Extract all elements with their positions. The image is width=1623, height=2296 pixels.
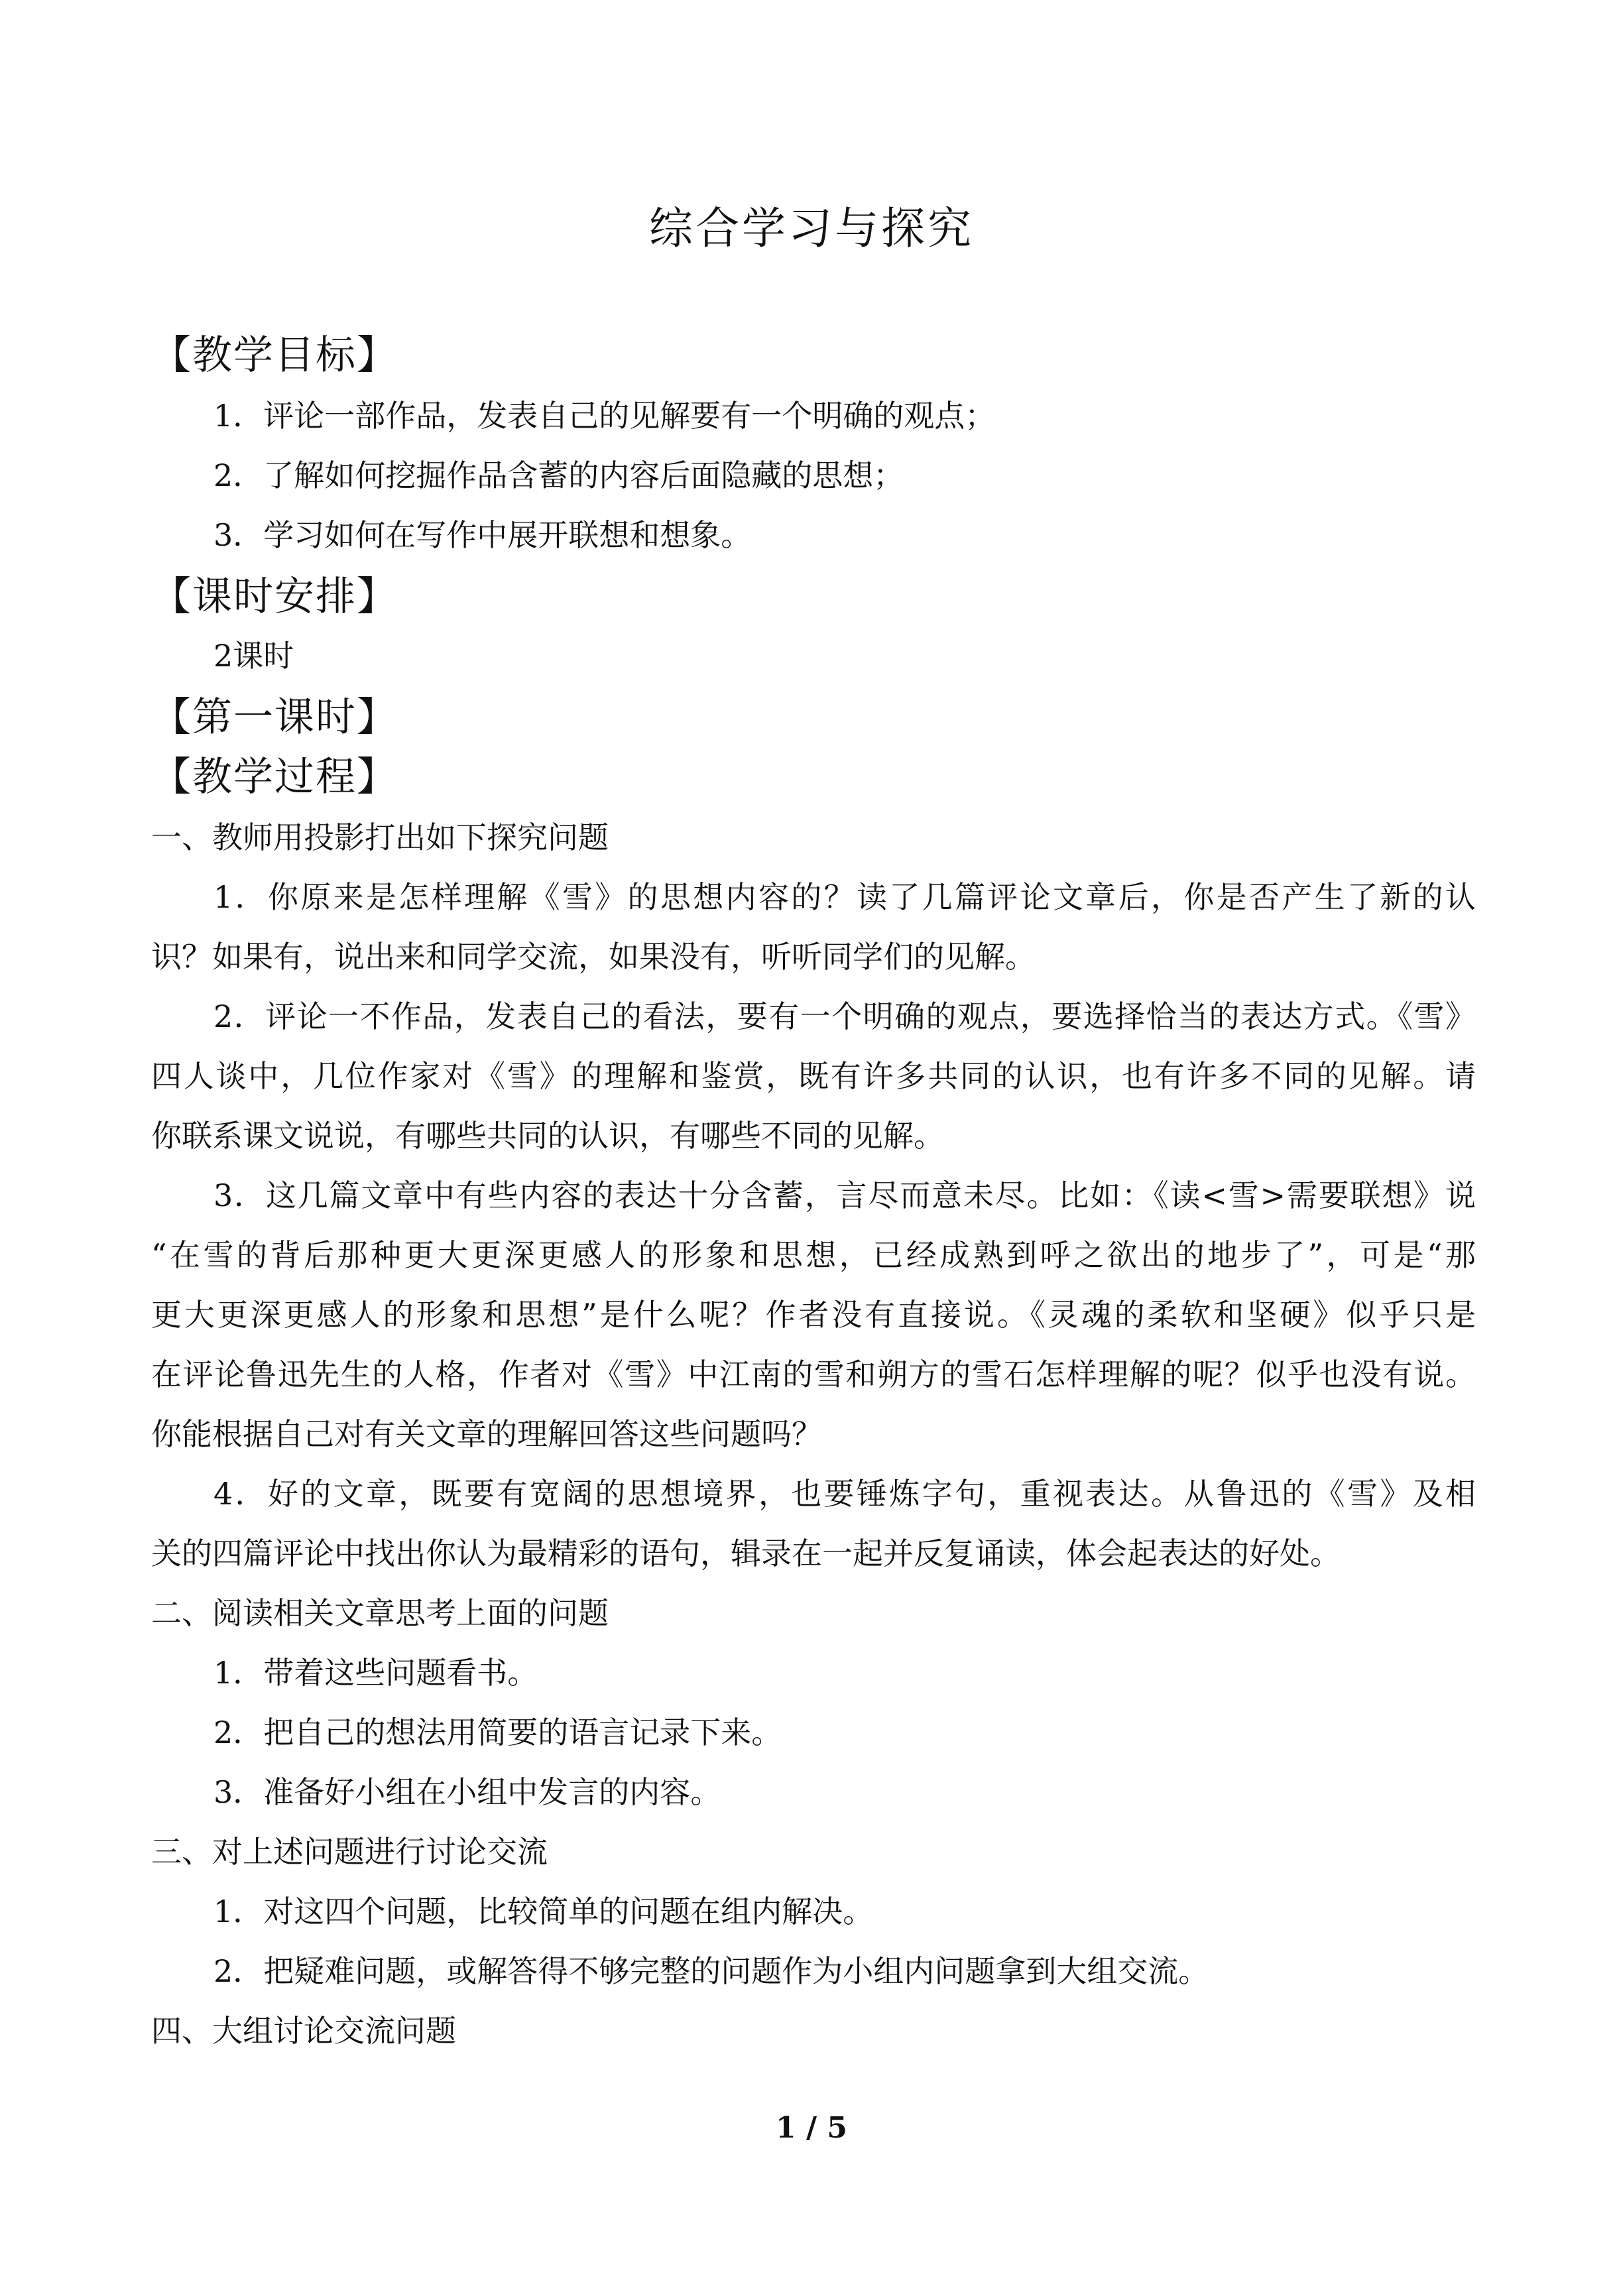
heading-schedule: 【课时安排】: [151, 574, 398, 620]
paragraph-line: 四人谈中，几位作家对《雪》的理解和鉴赏，既有许多共同的认识，也有许多不同的见解。请: [151, 1058, 1476, 1094]
schedule-text: 2课时: [213, 638, 294, 674]
list-item: 1．对这四个问题，比较简单的问题在组内解决。: [213, 1894, 874, 1929]
list-item: 2．把疑难问题，或解答得不够完整的问题作为小组内问题拿到大组交流。: [213, 1953, 1209, 1989]
list-item: 1．带着这些问题看书。: [213, 1655, 538, 1691]
section-title: 一、教师用投影打出如下探究问题: [151, 819, 609, 855]
goal-item: 1．评论一部作品，发表自己的见解要有一个明确的观点；: [213, 398, 996, 434]
section-title: 二、阅读相关文章思考上面的问题: [151, 1595, 609, 1631]
section-title: 三、对上述问题进行讨论交流: [151, 1834, 548, 1870]
paragraph-line: 1．你原来是怎样理解《雪》的思想内容的？读了几篇评论文章后，你是否产生了新的认: [213, 879, 1476, 915]
heading-first-lesson: 【第一课时】: [151, 694, 398, 741]
section-title: 四、大组讨论交流问题: [151, 2013, 456, 2049]
heading-teaching-goals: 【教学目标】: [151, 332, 398, 379]
goal-item: 3．学习如何在写作中展开联想和想象。: [213, 517, 752, 553]
paragraph-line: 3．这几篇文章中有些内容的表达十分含蓄，言尽而意未尽。比如：《读<雪>需要联想》说: [213, 1178, 1476, 1213]
goal-item: 2．了解如何挖掘作品含蓄的内容后面隐藏的思想；: [213, 457, 904, 493]
paragraph-line: 2．评论一不作品，发表自己的看法，要有一个明确的观点，要选择恰当的表达方式。《雪》: [213, 998, 1476, 1034]
paragraph-line: “在雪的背后那种更大更深更感人的形象和思想，已经成熟到呼之欲出的地步了”，可是“那: [151, 1237, 1476, 1273]
heading-teaching-process: 【教学过程】: [151, 754, 398, 800]
page-number: 1 / 5: [776, 2111, 847, 2145]
list-item: 3．准备好小组在小组中发言的内容。: [213, 1774, 721, 1810]
paragraph-line: 识？如果有，说出来和同学交流，如果没有，听听同学们的见解。: [151, 939, 1036, 975]
paragraph-line: 你联系课文说说，有哪些共同的认识，有哪些不同的见解。: [151, 1118, 944, 1154]
paragraph-line: 4．好的文章，既要有宽阔的思想境界，也要锤炼字句，重视表达。从鲁迅的《雪》及相: [213, 1476, 1476, 1512]
paragraph-line: 更大更深更感人的形象和思想”是什么呢？作者没有直接说。《灵魂的柔软和坚硬》似乎只是: [151, 1297, 1476, 1333]
paragraph-line: 你能根据自己对有关文章的理解回答这些问题吗？: [151, 1416, 822, 1452]
page-title: 综合学习与探究: [649, 203, 974, 254]
list-item: 2．把自己的想法用简要的语言记录下来。: [213, 1715, 782, 1750]
paragraph-line: 关的四篇评论中找出你认为最精彩的语句，辑录在一起并反复诵读，体会起表达的好处。: [151, 1536, 1341, 1571]
paragraph-line: 在评论鲁迅先生的人格，作者对《雪》中江南的雪和朔方的雪石怎样理解的呢？似乎也没有说。: [151, 1357, 1476, 1392]
